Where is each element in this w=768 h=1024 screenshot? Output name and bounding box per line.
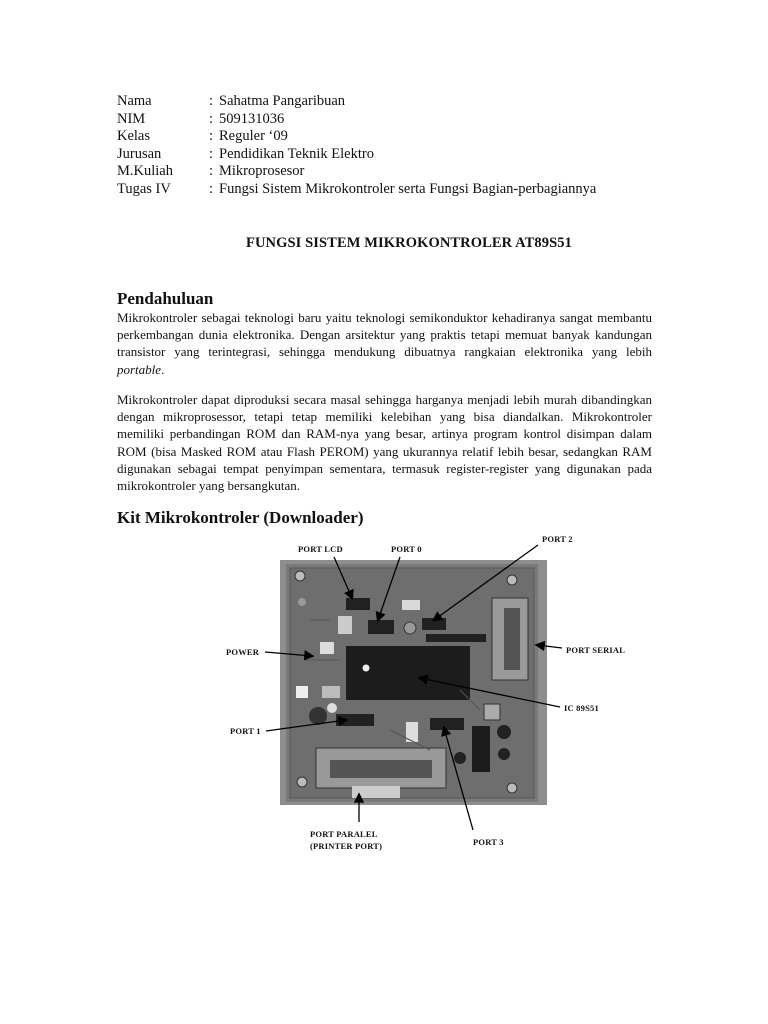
- callout-port2: [434, 545, 538, 620]
- info-value: Fungsi Sistem Mikrokontroler serta Fungsi Bagian-perbagiannya: [219, 180, 597, 197]
- info-value: Reguler ‘09: [219, 128, 288, 145]
- label-port1: PORT 1: [230, 726, 261, 736]
- paragraph-1-body: Mikrokontroler sebagai teknologi baru yaitu teknologi semikonduktor kehadiranya sangat membantu perkembangan dunia elektronika. Dengan arsitektur yang praktis tetapi memuat banyak kandungan transistor yang terintegrasi, sehingga mendukung dibuatnya rangkaian elektronika yang lebih: [117, 310, 652, 360]
- label-port3: PORT 3: [473, 837, 504, 847]
- info-value: Mikroprosesor: [219, 163, 305, 180]
- callout-port3: [444, 728, 473, 830]
- info-separator: :: [209, 110, 214, 127]
- info-separator: :: [209, 93, 214, 109]
- paragraph-1-end: .: [161, 361, 165, 377]
- info-separator: :: [209, 180, 214, 197]
- document-title-text: FUNGSI SISTEM MIKROKONTROLER AT89S51: [245, 235, 572, 251]
- info-value: Pendidikan Teknik Elektro: [219, 145, 374, 162]
- label-port2: PORT 2: [542, 534, 573, 544]
- info-label: Jurusan: [117, 145, 162, 162]
- label-port-paralel: PORT PARALEL: [310, 829, 378, 839]
- label-port-serial: PORT SERIAL: [566, 645, 626, 655]
- label-port-lcd: PORT LCD: [298, 544, 343, 554]
- callout-port0: [378, 557, 400, 620]
- info-label: Nama: [117, 93, 152, 109]
- section-heading-kit: Kit Mikrokontroler (Downloader): [117, 508, 364, 527]
- portable-italic: portable: [117, 361, 162, 377]
- label-power: POWER: [226, 647, 260, 657]
- info-label: Kelas: [117, 128, 151, 145]
- info-label: M.Kuliah: [117, 163, 173, 180]
- info-separator: :: [209, 128, 214, 145]
- label-printer-port: (PRINTER PORT): [310, 841, 383, 851]
- label-ic: IC 89S51: [564, 703, 599, 713]
- callout-power: [265, 652, 312, 656]
- paragraph-2-text: Mikrokontroler dapat diproduksi secara masal sehingga harganya menjadi lebih murah dibandingkan dengan mikroprosessor, tetapi tetap memiliki kelebihan yang bisa diandalkan. Mikrokontroler memiliki perbandingan ROM dan RAM-nya yang besar, artinya program kontrol disimpan dalam ROM (bisa Masked ROM atau Flash PEROM) yang ukurannya relatif lebih besar, sedangkan RAM digunakan sebagai tempat penyimpan sementara, termasuk register-register yang digunakan pada mikrokontroler yang bersangkutan.: [117, 392, 652, 494]
- callout-port-lcd: [334, 557, 352, 598]
- callout-port-serial: [537, 645, 562, 648]
- info-value: 509131036: [219, 110, 285, 127]
- callout-ic: [420, 678, 560, 707]
- section-heading-pendahuluan: Pendahuluan: [117, 289, 214, 308]
- info-label: Tugas IV: [117, 180, 171, 197]
- info-label: NIM: [117, 110, 146, 127]
- info-separator: :: [209, 163, 214, 180]
- info-separator: :: [209, 145, 214, 162]
- info-value: Sahatma Pangaribuan: [219, 93, 346, 109]
- callout-port1: [266, 720, 346, 731]
- label-port0: PORT 0: [391, 544, 422, 554]
